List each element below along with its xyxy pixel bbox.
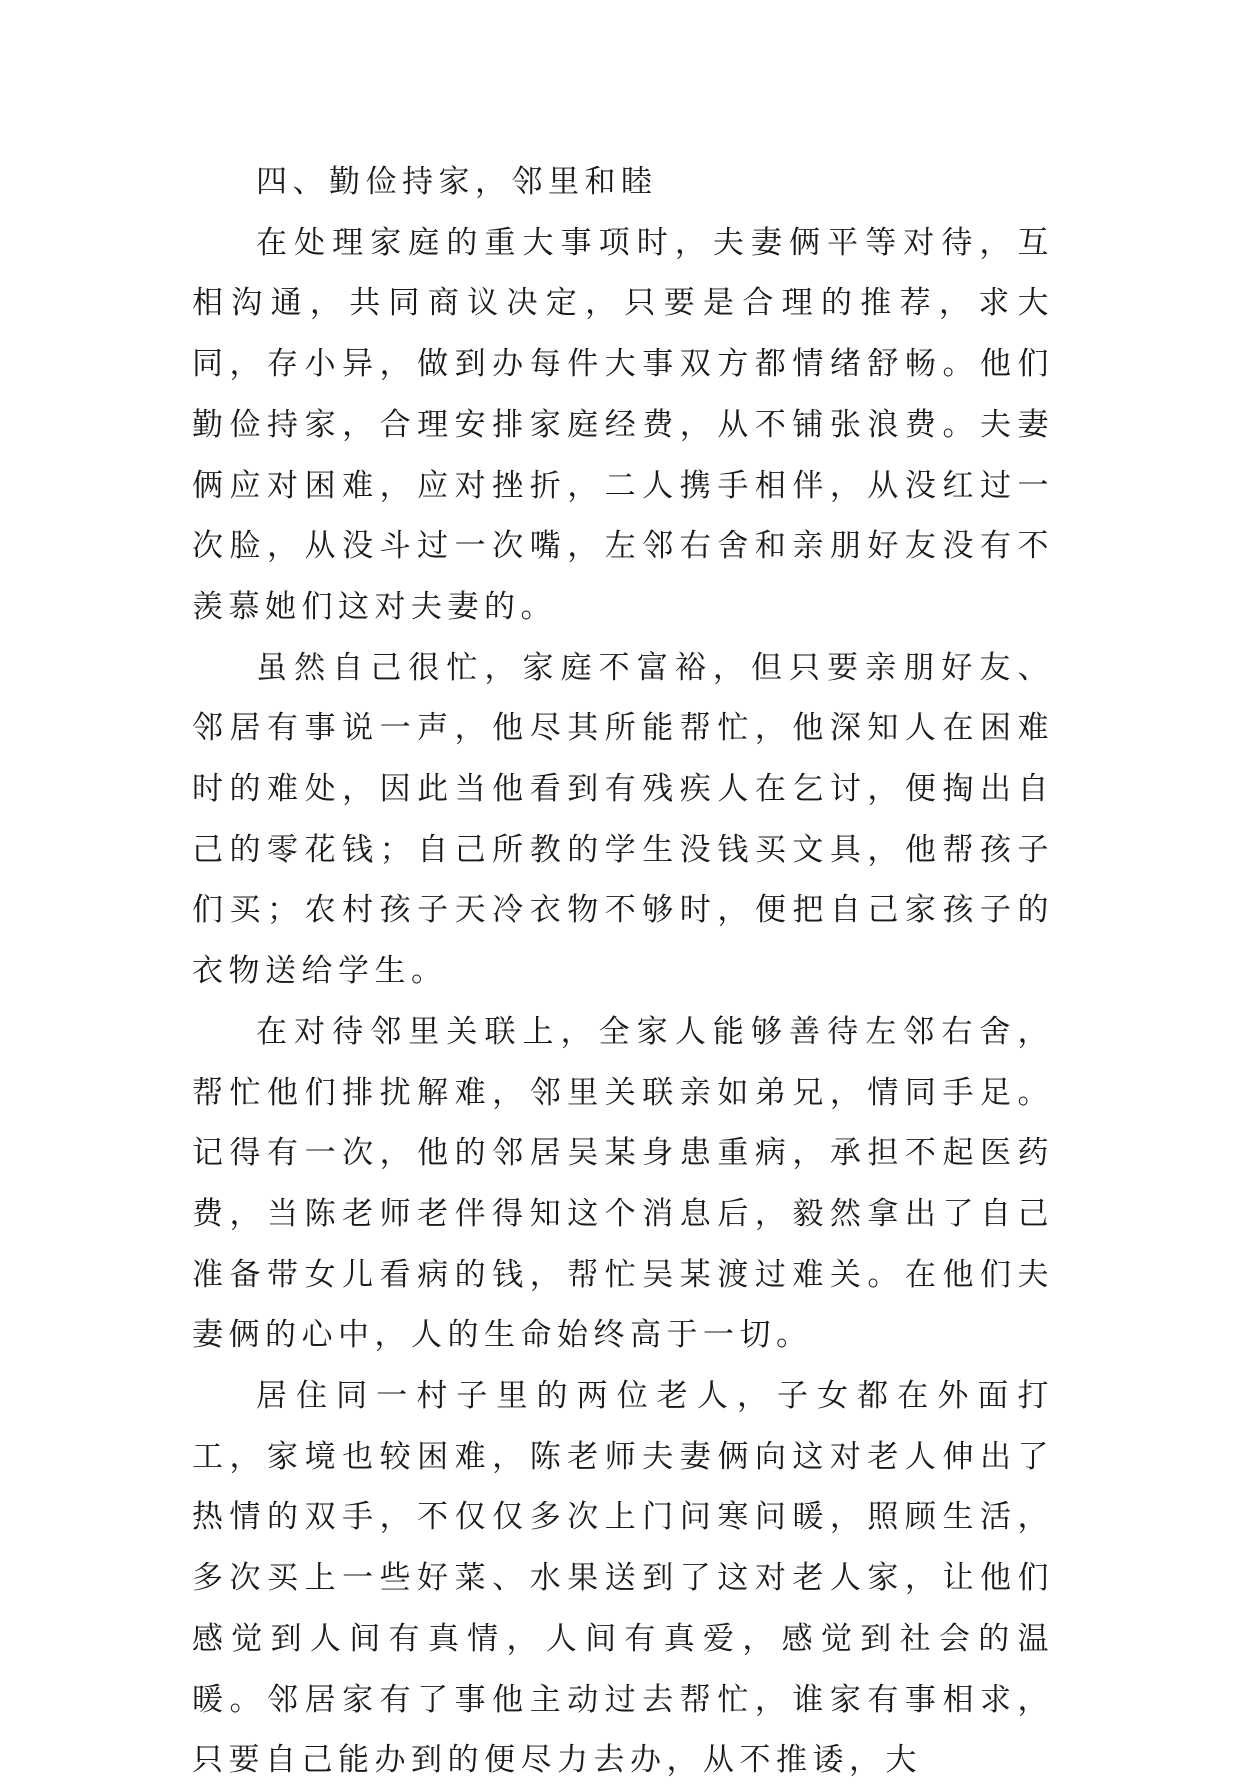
paragraph-4: 居住同一村子里的两位老人，子女都在外面打工，家境也较困难，陈老师夫妻俩向这对老人伸出了热情的双手，不仅仅多次上门问寒问暖，照顾生活，多次买上一些好菜、水果送到了这对老人家，让他们感觉到人间有真情，人间有真爱，感觉到社会的温暖。邻居家有了事他主动过去帮忙，谁家有事相求，只要自己能办到的便尽力去办，从不推诿，大 bbox=[192, 1378, 1054, 1779]
section-heading: 四、勤俭持家，邻里和睦 bbox=[256, 164, 658, 200]
document-body bbox=[192, 152, 1054, 1791]
paragraph-1: 在处理家庭的重大事项时，夫妻俩平等对待，互相沟通，共同商议决定，只要是合理的推荐，求大同，存小异，做到办每件大事双方都情绪舒畅。他们勤俭持家，合理安排家庭经费，从不铺张浪费。夫妻俩应对困难，应对挫折，二人携手相伴，从没红过一次脸，从没斗过一次嘴，左邻右舍和亲朋好友没有不羡慕她们这对夫妻的。 bbox=[192, 224, 1054, 625]
paragraph-2: 虽然自己很忙，家庭不富裕，但只要亲朋好友、邻居有事说一声，他尽其所能帮忙，他深知人在困难时的难处，因此当他看到有残疾人在乞讨，便掏出自己的零花钱；自己所教的学生没钱买文具，他帮孩子们买；农村孩子天冷衣物不够时，便把自己家孩子的衣物送给学生。 bbox=[192, 649, 1054, 990]
paragraph-3: 在对待邻里关联上，全家人能够善待左邻右舍，帮忙他们排扰解难，邻里关联亲如弟兄，情同手足。记得有一次，他的邻居吴某身患重病，承担不起医药费，当陈老师老伴得知这个消息后，毅然拿出了自己准备带女儿看病的钱，帮忙吴某渡过难关。在他们夫妻俩的心中，人的生命始终高于一切。 bbox=[192, 1013, 1054, 1354]
